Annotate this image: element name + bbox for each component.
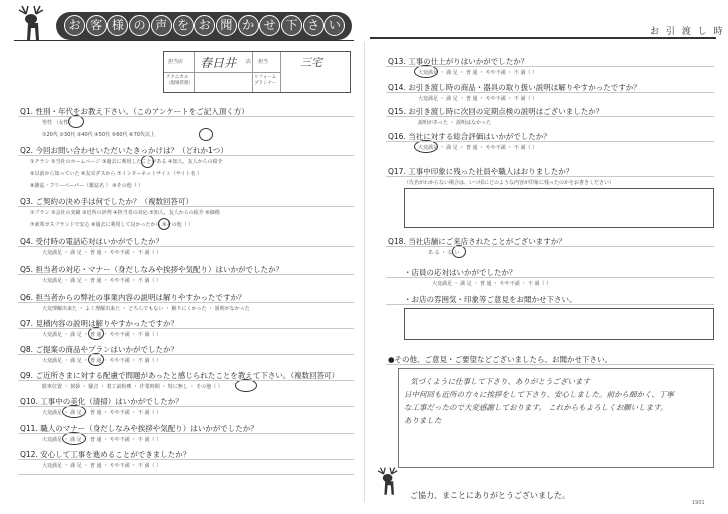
branch-label: 担当店 [168, 59, 184, 65]
q18-options[interactable]: あ る ・ な い [428, 250, 460, 256]
q14-scale[interactable]: 大変満足 ・ 満 足 ・ 普 通 ・ やや不満 ・ 不 満（ ） [418, 96, 538, 102]
q12-scale[interactable]: 大変満足 ・ 満 足 ・ 普 通 ・ やや不満 ・ 不 満（ ） [42, 463, 162, 469]
question-rule [18, 354, 354, 355]
q13-scale[interactable]: 大変満足 ・ 満 足 ・ 普 通 ・ やや不満 ・ 不 満（ ） [418, 70, 538, 76]
q17-note: （氏名がわからない場合は、いつ頃にどのような内容が印象に残ったのかをお書きください） [404, 180, 615, 186]
footer-code: 1901 [692, 500, 705, 506]
question-rule [386, 304, 714, 305]
title-char: お [194, 15, 215, 36]
q2-options-1[interactable]: ①チラシ ②当社のホームページ ③過去に利用したことがある ④知人、友人からの紹介 [30, 159, 223, 165]
question-rule [18, 459, 354, 460]
circle-mark-q3 [158, 218, 170, 230]
q9-options[interactable]: 駐車位置 ・ 挨拶 ・ 騒音 ・ 着工前粉塵 ・ 作業時間 ・ 特に無し ・ その他（ ） [42, 384, 223, 390]
deer-logo-icon [14, 4, 54, 44]
q11-scale[interactable]: 大変満足 ・ 満 足 ・ 普 通 ・ やや不満 ・ 不 満（ ） [42, 437, 162, 443]
q4-scale[interactable]: 大変満足 ・ 満 足 ・ 普 通 ・ やや不満 ・ 不 満（ ） [42, 250, 162, 256]
title-char: 客 [86, 15, 107, 36]
tech-label: テクニカル（現場管理） [166, 75, 193, 86]
q3-options-1[interactable]: ①プラン ②会社の実績 ③近所の評判 ④担当者の対応 ⑤知人、友人からの紹介 ⑥価格 [30, 210, 220, 216]
q2-options-2[interactable]: ⑤以前から知っていた ⑥友耳ダスから ⑦インターネットサイト（サイト名 ） [30, 171, 203, 177]
branch-value: 春日井 [200, 56, 237, 70]
deer-footer-icon [374, 466, 406, 498]
q6-label: Q6. 担当者からの弊社の事業内容の説明は解りやすかったですか？ [20, 293, 246, 302]
q13-label: Q13. 工事の仕上がりはいかがでしたか？ [388, 57, 529, 66]
circle-mark-q1-age [199, 128, 213, 141]
q4-label: Q4. 受付時の電話応対はいかがでしたか？ [20, 237, 163, 246]
q15-options[interactable]: 説明があった ・ 説明はなかった [418, 120, 492, 126]
title-char: か [238, 15, 259, 36]
q12-label: Q12. 安心して工事を進めることができましたか？ [20, 450, 191, 459]
shop-label: 店 [246, 59, 252, 65]
title-char: を [173, 15, 194, 36]
page-subtitle: お 引 渡 し 時 [650, 27, 725, 37]
question-rule [18, 206, 354, 207]
reform-label: リフォームプランナー [254, 75, 277, 86]
thanks-text: ご協力、まことにありがとうございました。 [410, 491, 570, 500]
question-rule [386, 246, 714, 247]
header-rule-left [14, 40, 354, 41]
title-char: 聞 [216, 15, 237, 36]
comment-line-3: な工事だったので大変感謝しております。 これからもよろしくお願いします。 [404, 403, 668, 412]
title-char: 様 [107, 15, 128, 36]
question-rule [386, 116, 714, 117]
q1-label: Q1. 性別・年代をお教え下さい。（このアンケートをご記入頂く方） [20, 107, 249, 116]
staff-label: 担当 [258, 59, 269, 65]
q17-answer-box[interactable] [404, 188, 714, 228]
question-rule [386, 141, 714, 142]
q18a-label: ・店員の応対はいかがでしたか？ [404, 268, 517, 277]
comment-line-2: 日中何回も近所の方々に挨拶をして下さり、安心しました。前から細かく、丁寧 [404, 390, 674, 399]
title-char: 下 [281, 15, 302, 36]
center-divider [364, 42, 365, 502]
q17-label: Q17. 工事中印象に残った社員や職人はおりましたか？ [388, 167, 574, 176]
question-rule [18, 474, 354, 475]
question-rule [18, 328, 354, 329]
question-rule [386, 277, 714, 278]
header-rule [370, 37, 716, 39]
q3-options-2[interactable]: ⑦東邦ガスブランドで安心 ⑧過去に利用して良かったから ⑨その他（ ） [30, 222, 194, 228]
title-char: の [129, 15, 150, 36]
question-rule [18, 380, 354, 381]
question-rule [18, 116, 354, 117]
q8-label: Q8. ご提案の商品やプランはいかがでしたか？ [20, 345, 178, 354]
comment-line-4: ありました [404, 416, 442, 425]
q2-label: Q2. 今回お問い合わせいただいたきっかけは？（どれか1つ） [20, 146, 228, 155]
staff-info-box [163, 51, 351, 93]
question-rule [386, 176, 714, 177]
title-char: お [64, 15, 85, 36]
title-banner [56, 12, 352, 40]
q18a-scale[interactable]: 大変満足 ・ 満 足 ・ 普 通 ・ やや不満 ・ 不 満（ ） [432, 281, 552, 287]
question-rule [18, 433, 354, 434]
question-rule [18, 155, 354, 156]
q14-label: Q14. お引き渡し時の商品・器具の取り扱い説明は解りやすかったですか？ [388, 83, 641, 92]
q5-scale[interactable]: 大変満足 ・ 満 足 ・ 普 通 ・ やや不満 ・ 不 満（ ） [42, 278, 162, 284]
question-rule [386, 92, 714, 93]
q18b-answer-box[interactable] [404, 308, 714, 340]
q8-scale[interactable]: 大変満足 ・ 満 足 ・ 普 通 ・ やや不満 ・ 不 満（ ） [42, 358, 162, 364]
q18-label: Q18. 当社店舗にご来店されたことがございますか？ [388, 237, 566, 246]
question-rule [18, 406, 354, 407]
title-char: い [324, 15, 345, 36]
comment-heading: ●その他、ご意見・ご要望などございましたら、お聞かせ下さい。 [388, 355, 613, 364]
circle-mark-q2 [141, 155, 154, 168]
q6-scale[interactable]: 大変理解出来た ・ よく理解出来た ・ どちらでもない ・ 解りにくかった ・ 説明がなかった [42, 306, 250, 312]
q10-scale[interactable]: 大変満足 ・ 満 足 ・ 普 通 ・ やや不満 ・ 不 満（ ） [42, 410, 162, 416]
q11-label: Q11. 職人のマナー（身だしなみや挨拶や気配り）はいかがでしたか？ [20, 424, 258, 433]
q2-options-3[interactable]: ⑧雑誌・フリーペーパー（雑誌名 ） ⑨その他（ ） [30, 183, 144, 189]
q1-ages[interactable]: ①20代 ②30代 ③40代 ④50代 ⑤60代 ⑥70代以上 [42, 132, 156, 138]
q1-gender[interactable]: 男性 （女性） [42, 120, 74, 126]
q16-scale[interactable]: 大変満足 ・ 満 足 ・ 普 通 ・ やや不満 ・ 不 満（ ） [418, 145, 538, 151]
staff-value: 三宅 [300, 56, 322, 69]
title-char: 声 [151, 15, 172, 36]
q18b-label: ・お店の雰囲気・印象等ご意見をお聞かせ下さい。 [404, 295, 577, 304]
q7-label: Q7. 見積内容の説明は解りやすかったですか？ [20, 319, 178, 328]
q7-scale[interactable]: 大変満足 ・ 満 足 ・ 普 通 ・ やや不満 ・ 不 満（ ） [42, 332, 162, 338]
q15-label: Q15. お引き渡し時に次回の定期点検の説明はございましたか？ [388, 107, 604, 116]
q9-label: Q9. ご近所さまに対する配慮で問題があったと感じられたことを教えて下さい。（複数回答可） [20, 371, 340, 380]
q16-label: Q16. 当社に対する総合評価はいかがでしたか？ [388, 132, 551, 141]
q10-label: Q10. 工事中の美化（清掃）はいかがでしたか？ [20, 397, 183, 406]
title-char: さ [303, 15, 324, 36]
title-char: せ [259, 15, 280, 36]
q3-label: Q3. ご契約の決め手は何でしたか？（複数回答可） [20, 197, 193, 206]
question-rule [18, 274, 354, 275]
question-rule [386, 66, 714, 67]
question-rule [386, 364, 714, 365]
question-rule [18, 302, 354, 303]
q5-label: Q5. 担当者の対応・マナー（身だしなみや挨拶や気配り）はいかがでしたか？ [20, 265, 283, 274]
comment-line-1: 気づくように仕事して下さり、ありがとうございます [410, 377, 590, 386]
question-rule [18, 246, 354, 247]
